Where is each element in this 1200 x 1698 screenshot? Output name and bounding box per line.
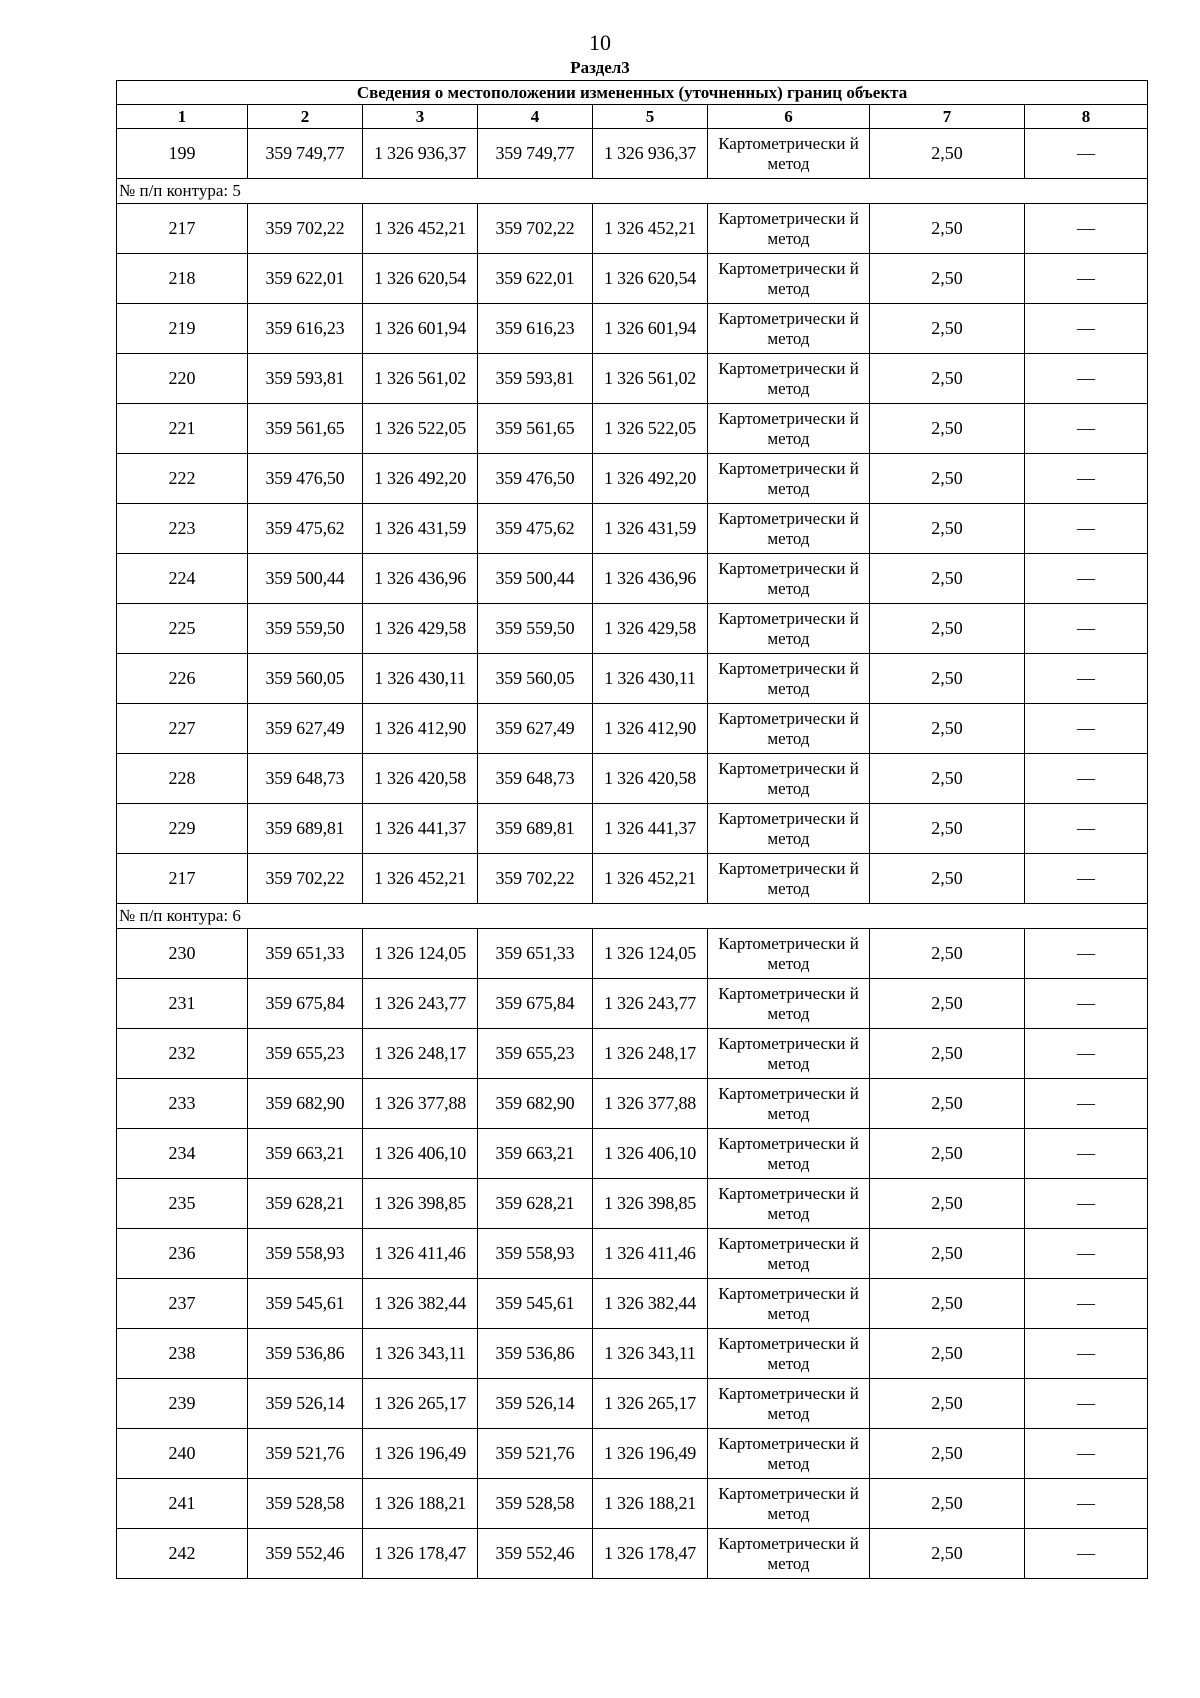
y-old-cell: 1 326 601,94 bbox=[363, 304, 478, 354]
y-new-cell: 1 326 248,17 bbox=[593, 1029, 708, 1079]
description-cell: — bbox=[1025, 979, 1148, 1029]
y-old-cell: 1 326 522,05 bbox=[363, 404, 478, 454]
method-cell: Картометрически й метод bbox=[708, 254, 870, 304]
accuracy-cell: 2,50 bbox=[870, 1079, 1025, 1129]
y-old-cell: 1 326 124,05 bbox=[363, 929, 478, 979]
table-row bbox=[117, 554, 1148, 604]
y-new-cell: 1 326 441,37 bbox=[593, 804, 708, 854]
point-number-cell: 233 bbox=[117, 1079, 248, 1129]
description-cell: — bbox=[1025, 1129, 1148, 1179]
accuracy-cell: 2,50 bbox=[870, 1529, 1025, 1579]
y-new-cell: 1 326 420,58 bbox=[593, 754, 708, 804]
y-old-cell: 1 326 420,58 bbox=[363, 754, 478, 804]
point-number-cell: 235 bbox=[117, 1179, 248, 1229]
method-cell: Картометрически й метод bbox=[708, 1429, 870, 1479]
table-row bbox=[117, 929, 1148, 979]
x-new-cell: 359 622,01 bbox=[478, 254, 593, 304]
method-cell: Картометрически й метод bbox=[708, 754, 870, 804]
accuracy-cell: 2,50 bbox=[870, 604, 1025, 654]
point-number-cell: 242 bbox=[117, 1529, 248, 1579]
accuracy-cell: 2,50 bbox=[870, 304, 1025, 354]
point-number-cell: 228 bbox=[117, 754, 248, 804]
y-new-cell: 1 326 343,11 bbox=[593, 1329, 708, 1379]
table-row bbox=[117, 1479, 1148, 1529]
method-cell: Картометрически й метод bbox=[708, 304, 870, 354]
x-old-cell: 359 561,65 bbox=[248, 404, 363, 454]
description-cell: — bbox=[1025, 604, 1148, 654]
y-new-cell: 1 326 620,54 bbox=[593, 254, 708, 304]
x-new-cell: 359 616,23 bbox=[478, 304, 593, 354]
x-old-cell: 359 702,22 bbox=[248, 204, 363, 254]
method-cell: Картометрически й метод bbox=[708, 929, 870, 979]
accuracy-cell: 2,50 bbox=[870, 929, 1025, 979]
method-cell: Картометрически й метод bbox=[708, 1229, 870, 1279]
description-cell: — bbox=[1025, 1429, 1148, 1479]
point-number-cell: 218 bbox=[117, 254, 248, 304]
x-new-cell: 359 682,90 bbox=[478, 1079, 593, 1129]
y-old-cell: 1 326 620,54 bbox=[363, 254, 478, 304]
table-row bbox=[117, 354, 1148, 404]
point-number-cell: 220 bbox=[117, 354, 248, 404]
point-number-cell: 229 bbox=[117, 804, 248, 854]
table-row bbox=[117, 854, 1148, 904]
point-number-cell: 224 bbox=[117, 554, 248, 604]
y-old-cell: 1 326 343,11 bbox=[363, 1329, 478, 1379]
x-old-cell: 359 627,49 bbox=[248, 704, 363, 754]
description-cell: — bbox=[1025, 1479, 1148, 1529]
contour-header-row bbox=[117, 904, 1148, 929]
y-old-cell: 1 326 248,17 bbox=[363, 1029, 478, 1079]
y-old-cell: 1 326 561,02 bbox=[363, 354, 478, 404]
accuracy-cell: 2,50 bbox=[870, 754, 1025, 804]
x-new-cell: 359 675,84 bbox=[478, 979, 593, 1029]
table-row bbox=[117, 804, 1148, 854]
x-new-cell: 359 476,50 bbox=[478, 454, 593, 504]
table-row bbox=[117, 254, 1148, 304]
method-cell: Картометрически й метод bbox=[708, 204, 870, 254]
y-new-cell: 1 326 492,20 bbox=[593, 454, 708, 504]
description-cell: — bbox=[1025, 1079, 1148, 1129]
point-number-cell: 230 bbox=[117, 929, 248, 979]
y-old-cell: 1 326 441,37 bbox=[363, 804, 478, 854]
accuracy-cell: 2,50 bbox=[870, 979, 1025, 1029]
method-cell: Картометрически й метод bbox=[708, 804, 870, 854]
accuracy-cell: 2,50 bbox=[870, 554, 1025, 604]
column-number: 6 bbox=[708, 105, 870, 129]
description-cell: — bbox=[1025, 804, 1148, 854]
point-number-cell: 232 bbox=[117, 1029, 248, 1079]
x-old-cell: 359 559,50 bbox=[248, 604, 363, 654]
point-number-cell: 234 bbox=[117, 1129, 248, 1179]
y-new-cell: 1 326 124,05 bbox=[593, 929, 708, 979]
description-cell: — bbox=[1025, 354, 1148, 404]
table-row bbox=[117, 1129, 1148, 1179]
x-new-cell: 359 558,93 bbox=[478, 1229, 593, 1279]
x-old-cell: 359 651,33 bbox=[248, 929, 363, 979]
y-old-cell: 1 326 411,46 bbox=[363, 1229, 478, 1279]
description-cell: — bbox=[1025, 554, 1148, 604]
method-cell: Картометрически й метод bbox=[708, 354, 870, 404]
contour-label: № п/п контура: 6 bbox=[117, 904, 1148, 929]
accuracy-cell: 2,50 bbox=[870, 1179, 1025, 1229]
y-old-cell: 1 326 936,37 bbox=[363, 129, 478, 179]
table-row bbox=[117, 1379, 1148, 1429]
table-row bbox=[117, 504, 1148, 554]
y-new-cell: 1 326 431,59 bbox=[593, 504, 708, 554]
x-new-cell: 359 648,73 bbox=[478, 754, 593, 804]
y-new-cell: 1 326 430,11 bbox=[593, 654, 708, 704]
column-number: 3 bbox=[363, 105, 478, 129]
y-new-cell: 1 326 436,96 bbox=[593, 554, 708, 604]
contour-label: № п/п контура: 5 bbox=[117, 179, 1148, 204]
table-body bbox=[117, 129, 1148, 1579]
method-cell: Картометрически й метод bbox=[708, 504, 870, 554]
point-number-cell: 223 bbox=[117, 504, 248, 554]
x-new-cell: 359 526,14 bbox=[478, 1379, 593, 1429]
page-number: 10 bbox=[589, 30, 611, 55]
method-cell: Картометрически й метод bbox=[708, 129, 870, 179]
y-old-cell: 1 326 492,20 bbox=[363, 454, 478, 504]
x-new-cell: 359 593,81 bbox=[478, 354, 593, 404]
method-cell: Картометрически й метод bbox=[708, 979, 870, 1029]
method-cell: Картометрически й метод bbox=[708, 1079, 870, 1129]
x-old-cell: 359 545,61 bbox=[248, 1279, 363, 1329]
description-cell: — bbox=[1025, 404, 1148, 454]
point-number-cell: 226 bbox=[117, 654, 248, 704]
x-old-cell: 359 475,62 bbox=[248, 504, 363, 554]
table-row bbox=[117, 1229, 1148, 1279]
table-row bbox=[117, 204, 1148, 254]
x-old-cell: 359 628,21 bbox=[248, 1179, 363, 1229]
y-old-cell: 1 326 196,49 bbox=[363, 1429, 478, 1479]
accuracy-cell: 2,50 bbox=[870, 1129, 1025, 1179]
method-cell: Картометрически й метод bbox=[708, 654, 870, 704]
method-cell: Картометрически й метод bbox=[708, 1029, 870, 1079]
x-new-cell: 359 627,49 bbox=[478, 704, 593, 754]
y-old-cell: 1 326 398,85 bbox=[363, 1179, 478, 1229]
x-new-cell: 359 561,65 bbox=[478, 404, 593, 454]
accuracy-cell: 2,50 bbox=[870, 1029, 1025, 1079]
x-old-cell: 359 526,14 bbox=[248, 1379, 363, 1429]
method-cell: Картометрически й метод bbox=[708, 554, 870, 604]
contour-header-row bbox=[117, 179, 1148, 204]
method-cell: Картометрически й метод bbox=[708, 854, 870, 904]
x-new-cell: 359 628,21 bbox=[478, 1179, 593, 1229]
table-row bbox=[117, 704, 1148, 754]
x-new-cell: 359 536,86 bbox=[478, 1329, 593, 1379]
point-number-cell: 237 bbox=[117, 1279, 248, 1329]
method-cell: Картометрически й метод bbox=[708, 404, 870, 454]
y-old-cell: 1 326 406,10 bbox=[363, 1129, 478, 1179]
x-new-cell: 359 702,22 bbox=[478, 204, 593, 254]
point-number-cell: 199 bbox=[117, 129, 248, 179]
y-old-cell: 1 326 265,17 bbox=[363, 1379, 478, 1429]
y-old-cell: 1 326 377,88 bbox=[363, 1079, 478, 1129]
y-old-cell: 1 326 178,47 bbox=[363, 1529, 478, 1579]
description-cell: — bbox=[1025, 304, 1148, 354]
description-cell: — bbox=[1025, 1279, 1148, 1329]
x-old-cell: 359 663,21 bbox=[248, 1129, 363, 1179]
x-new-cell: 359 655,23 bbox=[478, 1029, 593, 1079]
section-title: Раздел3 bbox=[570, 58, 630, 77]
accuracy-cell: 2,50 bbox=[870, 1429, 1025, 1479]
method-cell: Картометрически й метод bbox=[708, 1129, 870, 1179]
x-new-cell: 359 521,76 bbox=[478, 1429, 593, 1479]
method-cell: Картометрически й метод bbox=[708, 1529, 870, 1579]
x-new-cell: 359 528,58 bbox=[478, 1479, 593, 1529]
description-cell: — bbox=[1025, 929, 1148, 979]
description-cell: — bbox=[1025, 1179, 1148, 1229]
x-old-cell: 359 558,93 bbox=[248, 1229, 363, 1279]
point-number-cell: 241 bbox=[117, 1479, 248, 1529]
accuracy-cell: 2,50 bbox=[870, 1479, 1025, 1529]
method-cell: Картометрически й метод bbox=[708, 454, 870, 504]
x-old-cell: 359 648,73 bbox=[248, 754, 363, 804]
table-row bbox=[117, 454, 1148, 504]
y-old-cell: 1 326 452,21 bbox=[363, 854, 478, 904]
table-row bbox=[117, 1529, 1148, 1579]
description-cell: — bbox=[1025, 129, 1148, 179]
column-number: 2 bbox=[248, 105, 363, 129]
table-row bbox=[117, 1079, 1148, 1129]
column-number-row bbox=[117, 105, 1148, 129]
table-row bbox=[117, 979, 1148, 1029]
x-old-cell: 359 702,22 bbox=[248, 854, 363, 904]
accuracy-cell: 2,50 bbox=[870, 354, 1025, 404]
method-cell: Картометрически й метод bbox=[708, 604, 870, 654]
accuracy-cell: 2,50 bbox=[870, 504, 1025, 554]
column-number: 1 bbox=[117, 105, 248, 129]
table-row bbox=[117, 604, 1148, 654]
table-row bbox=[117, 304, 1148, 354]
description-cell: — bbox=[1025, 1529, 1148, 1579]
column-number: 4 bbox=[478, 105, 593, 129]
description-cell: — bbox=[1025, 1229, 1148, 1279]
accuracy-cell: 2,50 bbox=[870, 654, 1025, 704]
description-cell: — bbox=[1025, 254, 1148, 304]
x-old-cell: 359 675,84 bbox=[248, 979, 363, 1029]
point-number-cell: 227 bbox=[117, 704, 248, 754]
y-old-cell: 1 326 430,11 bbox=[363, 654, 478, 704]
point-number-cell: 225 bbox=[117, 604, 248, 654]
table-row bbox=[117, 754, 1148, 804]
method-cell: Картометрически й метод bbox=[708, 1329, 870, 1379]
x-old-cell: 359 476,50 bbox=[248, 454, 363, 504]
y-old-cell: 1 326 412,90 bbox=[363, 704, 478, 754]
point-number-cell: 221 bbox=[117, 404, 248, 454]
x-old-cell: 359 689,81 bbox=[248, 804, 363, 854]
table-row bbox=[117, 1279, 1148, 1329]
y-old-cell: 1 326 452,21 bbox=[363, 204, 478, 254]
x-old-cell: 359 682,90 bbox=[248, 1079, 363, 1129]
column-number: 8 bbox=[1025, 105, 1148, 129]
y-new-cell: 1 326 452,21 bbox=[593, 854, 708, 904]
description-cell: — bbox=[1025, 654, 1148, 704]
column-number: 5 bbox=[593, 105, 708, 129]
method-cell: Картометрически й метод bbox=[708, 1379, 870, 1429]
y-new-cell: 1 326 188,21 bbox=[593, 1479, 708, 1529]
table-row bbox=[117, 1029, 1148, 1079]
x-new-cell: 359 475,62 bbox=[478, 504, 593, 554]
method-cell: Картометрически й метод bbox=[708, 704, 870, 754]
description-cell: — bbox=[1025, 1029, 1148, 1079]
y-new-cell: 1 326 601,94 bbox=[593, 304, 708, 354]
table-row bbox=[117, 654, 1148, 704]
y-new-cell: 1 326 265,17 bbox=[593, 1379, 708, 1429]
description-cell: — bbox=[1025, 704, 1148, 754]
x-new-cell: 359 552,46 bbox=[478, 1529, 593, 1579]
y-old-cell: 1 326 382,44 bbox=[363, 1279, 478, 1329]
y-new-cell: 1 326 243,77 bbox=[593, 979, 708, 1029]
y-new-cell: 1 326 411,46 bbox=[593, 1229, 708, 1279]
description-cell: — bbox=[1025, 504, 1148, 554]
description-cell: — bbox=[1025, 754, 1148, 804]
point-number-cell: 236 bbox=[117, 1229, 248, 1279]
x-old-cell: 359 593,81 bbox=[248, 354, 363, 404]
table-caption: Сведения о местоположении измененных (уточненных) границ объекта bbox=[117, 81, 1148, 105]
accuracy-cell: 2,50 bbox=[870, 854, 1025, 904]
x-new-cell: 359 749,77 bbox=[478, 129, 593, 179]
coordinates-table bbox=[116, 80, 1148, 1579]
x-old-cell: 359 560,05 bbox=[248, 654, 363, 704]
point-number-cell: 238 bbox=[117, 1329, 248, 1379]
x-new-cell: 359 651,33 bbox=[478, 929, 593, 979]
point-number-cell: 217 bbox=[117, 854, 248, 904]
table-row bbox=[117, 404, 1148, 454]
y-new-cell: 1 326 452,21 bbox=[593, 204, 708, 254]
point-number-cell: 239 bbox=[117, 1379, 248, 1429]
y-new-cell: 1 326 522,05 bbox=[593, 404, 708, 454]
y-new-cell: 1 326 377,88 bbox=[593, 1079, 708, 1129]
table-row bbox=[117, 1329, 1148, 1379]
y-new-cell: 1 326 561,02 bbox=[593, 354, 708, 404]
y-new-cell: 1 326 412,90 bbox=[593, 704, 708, 754]
x-new-cell: 359 702,22 bbox=[478, 854, 593, 904]
x-new-cell: 359 689,81 bbox=[478, 804, 593, 854]
y-new-cell: 1 326 382,44 bbox=[593, 1279, 708, 1329]
method-cell: Картометрически й метод bbox=[708, 1179, 870, 1229]
accuracy-cell: 2,50 bbox=[870, 1229, 1025, 1279]
point-number-cell: 217 bbox=[117, 204, 248, 254]
table-row bbox=[117, 1429, 1148, 1479]
x-old-cell: 359 749,77 bbox=[248, 129, 363, 179]
accuracy-cell: 2,50 bbox=[870, 129, 1025, 179]
point-number-cell: 222 bbox=[117, 454, 248, 504]
x-new-cell: 359 500,44 bbox=[478, 554, 593, 604]
column-number: 7 bbox=[870, 105, 1025, 129]
table-row bbox=[117, 1179, 1148, 1229]
point-number-cell: 219 bbox=[117, 304, 248, 354]
y-old-cell: 1 326 188,21 bbox=[363, 1479, 478, 1529]
accuracy-cell: 2,50 bbox=[870, 704, 1025, 754]
x-old-cell: 359 622,01 bbox=[248, 254, 363, 304]
accuracy-cell: 2,50 bbox=[870, 1279, 1025, 1329]
x-old-cell: 359 500,44 bbox=[248, 554, 363, 604]
x-new-cell: 359 663,21 bbox=[478, 1129, 593, 1179]
y-old-cell: 1 326 429,58 bbox=[363, 604, 478, 654]
y-new-cell: 1 326 398,85 bbox=[593, 1179, 708, 1229]
table-row bbox=[117, 129, 1148, 179]
accuracy-cell: 2,50 bbox=[870, 1379, 1025, 1429]
accuracy-cell: 2,50 bbox=[870, 254, 1025, 304]
x-old-cell: 359 655,23 bbox=[248, 1029, 363, 1079]
x-new-cell: 359 545,61 bbox=[478, 1279, 593, 1329]
accuracy-cell: 2,50 bbox=[870, 404, 1025, 454]
y-new-cell: 1 326 429,58 bbox=[593, 604, 708, 654]
method-cell: Картометрически й метод bbox=[708, 1279, 870, 1329]
y-old-cell: 1 326 243,77 bbox=[363, 979, 478, 1029]
description-cell: — bbox=[1025, 1329, 1148, 1379]
x-old-cell: 359 552,46 bbox=[248, 1529, 363, 1579]
method-cell: Картометрически й метод bbox=[708, 1479, 870, 1529]
x-old-cell: 359 616,23 bbox=[248, 304, 363, 354]
description-cell: — bbox=[1025, 1379, 1148, 1429]
point-number-cell: 231 bbox=[117, 979, 248, 1029]
y-new-cell: 1 326 178,47 bbox=[593, 1529, 708, 1579]
description-cell: — bbox=[1025, 204, 1148, 254]
x-old-cell: 359 521,76 bbox=[248, 1429, 363, 1479]
point-number-cell: 240 bbox=[117, 1429, 248, 1479]
y-old-cell: 1 326 436,96 bbox=[363, 554, 478, 604]
description-cell: — bbox=[1025, 454, 1148, 504]
x-new-cell: 359 560,05 bbox=[478, 654, 593, 704]
accuracy-cell: 2,50 bbox=[870, 204, 1025, 254]
x-old-cell: 359 528,58 bbox=[248, 1479, 363, 1529]
x-old-cell: 359 536,86 bbox=[248, 1329, 363, 1379]
y-old-cell: 1 326 431,59 bbox=[363, 504, 478, 554]
y-new-cell: 1 326 406,10 bbox=[593, 1129, 708, 1179]
accuracy-cell: 2,50 bbox=[870, 454, 1025, 504]
y-new-cell: 1 326 936,37 bbox=[593, 129, 708, 179]
accuracy-cell: 2,50 bbox=[870, 804, 1025, 854]
x-new-cell: 359 559,50 bbox=[478, 604, 593, 654]
description-cell: — bbox=[1025, 854, 1148, 904]
y-new-cell: 1 326 196,49 bbox=[593, 1429, 708, 1479]
accuracy-cell: 2,50 bbox=[870, 1329, 1025, 1379]
